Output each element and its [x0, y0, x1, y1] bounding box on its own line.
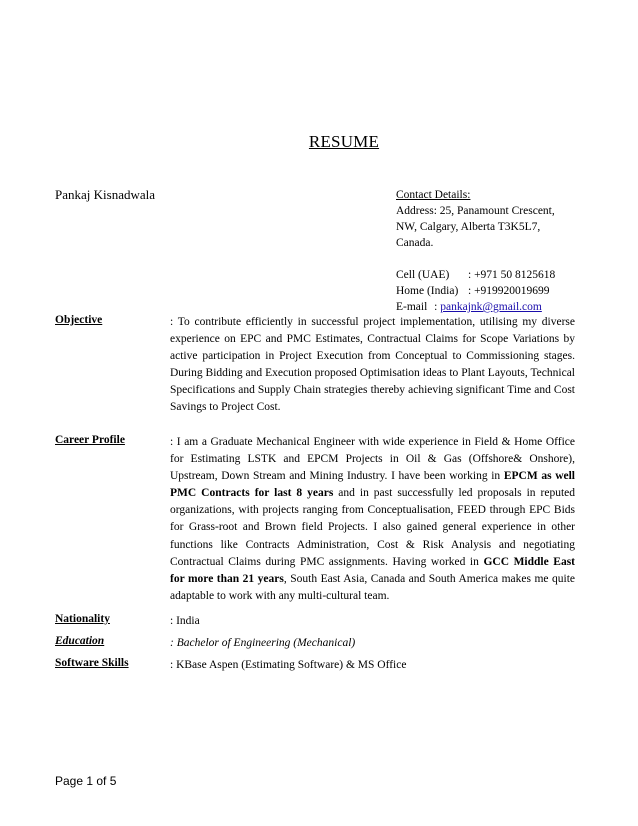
career-highlight: EPCM as well PMC Contracts for last 8 years	[170, 470, 575, 500]
career-text-part: and in past successfully led proposals in reputed organizations, with projects ranging from Conceptualisation, FEED through EPC Bids for Grass-root and Brown field Projects. I also gained general experience in other functions like Contracts Administration, Cost & Risk Analysis and negotiating Contractual Claims during PMC assignments. Having worked in	[170, 487, 576, 568]
address-line: Canada.	[396, 237, 434, 249]
software-skills-value: : KBase Aspen (Estimating Software) & MS Office	[170, 659, 407, 671]
nationality-label: Nationality	[55, 613, 110, 625]
cell-label: Cell (UAE)	[396, 269, 450, 281]
email-row	[396, 299, 596, 315]
home-label: Home (India)	[396, 285, 459, 297]
objective-label: Objective	[55, 314, 103, 326]
candidate-name: Pankaj Kisnadwala	[55, 187, 156, 202]
software-skills-label: Software Skills	[55, 657, 129, 669]
contact-details	[396, 187, 596, 315]
education-value: : Bachelor of Engineering (Mechanical)	[170, 637, 356, 649]
career-text-part: , South East Asia, Canada and South America makes me quite adaptable to work with any multi-cultural team.	[170, 572, 575, 602]
cell-value: : +971 50 8125618	[468, 269, 556, 281]
nationality-value: : India	[170, 615, 200, 627]
address-line: Address: 25, Panamount Crescent,	[396, 205, 555, 217]
page-number: Page 1 of 5	[55, 774, 117, 788]
home-value: : +919920019699	[468, 285, 550, 297]
contact-heading: Contact Details:	[396, 189, 471, 201]
cell-row	[396, 267, 596, 283]
email-link[interactable]: pankajnk@gmail.com	[440, 301, 542, 313]
email-sep: :	[434, 301, 438, 313]
email-label: E-mail	[396, 301, 428, 313]
career-profile-label: Career Profile	[55, 434, 125, 446]
objective-text: : To contribute efficiently in successful project implementation, utilising my diverse experience on EPC and PMC Estimates, Contractual Claims for Scope Variations by active participation in Project Execution from Conceptual to Commissioning stages. During Bidding and Execution proposed Optimisation ideas to Plant Layouts, Technical Specifications and Supply Chain strategies thereby achieving significant Time and Cost Savings to Project Cost.	[170, 316, 575, 414]
page-title: RESUME	[308, 132, 380, 151]
career-text-part: : I am a Graduate Mechanical Engineer with wide experience in Field & Home Office for Estimating LSTK and EPCM Projects in Oil & Gas (Offshore& Onshore), Upstream, Down Stream and Mining Industry. I have been working in	[170, 436, 575, 483]
career-highlight: GCC Middle East for more than 21 years	[170, 555, 576, 585]
address-line: NW, Calgary, Alberta T3K5L7,	[396, 221, 541, 233]
career-profile-text	[170, 434, 575, 605]
education-label: Education	[55, 635, 105, 647]
home-row	[396, 283, 596, 299]
